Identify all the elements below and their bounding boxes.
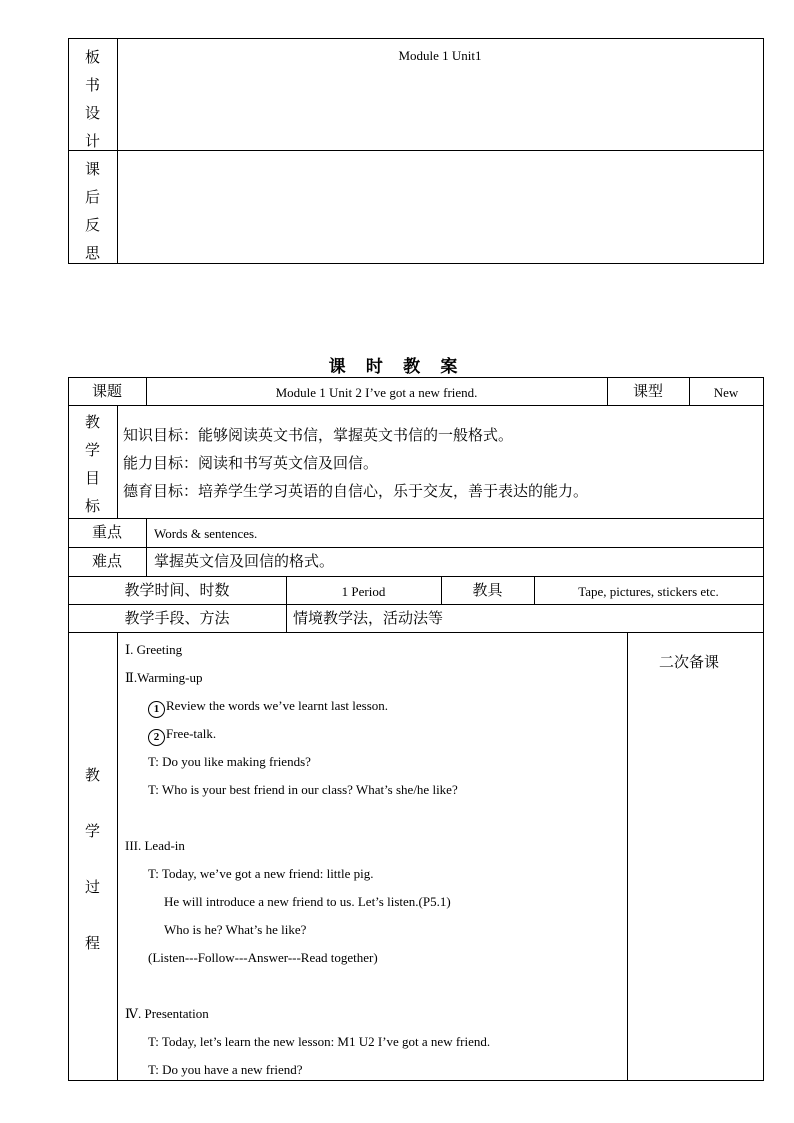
board-design-label: 板 书 设 计 [84,50,100,150]
process-line: 1 Review the words we’ve learnt last lesson. [148,698,388,718]
circled-number-2: 2 [148,729,165,746]
process-line: Who is he? What’s he like? [164,922,307,937]
lesson-plan-heading: 课 时 教 案 [328,357,466,376]
process-line: III. Lead-in [125,838,185,853]
process-line: T: Who is your best friend in our class? What’s she/he like? [148,782,458,797]
board-design-content: Module 1 Unit1 [398,48,482,63]
goal-knowledge: 知识目标：能够阅读英文书信，掌握英文书信的一般格式。 [123,428,514,444]
teaching-method-value: 情境教学法，活动法等 [293,611,444,627]
process-line: T: Do you have a new friend? [148,1062,303,1077]
second-preparation-label: 二次备课 [659,655,720,671]
difficulty-label: 难点 [91,554,122,570]
process-line: (Listen---Follow---Answer---Read together) [148,950,378,965]
process-line: Ⅰ. Greeting [125,642,183,657]
teaching-aids-value: Tape, pictures, stickers etc. [578,584,719,599]
process-line: T: Today, let’s learn the new lesson: M1 U2 I’ve got a new friend. [148,1034,491,1049]
teaching-aids-label: 教具 [472,583,503,599]
process-line: 2 Free-talk. [148,726,216,746]
teaching-process-label: 教 学 过 程 [84,768,100,952]
reflection-label: 课 后 反 思 [84,162,100,262]
teaching-time-label: 教学时间、时数 [124,583,230,599]
goal-ability: 能力目标：阅读和书写英文信及回信。 [123,456,379,472]
teaching-time-value: 1 Period [341,584,386,599]
circled-number-1: 1 [148,701,165,718]
teaching-method-label: 教学手段、方法 [124,611,230,627]
key-point-label: 重点 [91,525,122,541]
topic-label: 课题 [91,384,122,400]
topic-value: Module 1 Unit 2 I’ve got a new friend. [275,385,478,400]
process-line: T: Today, we’ve got a new friend: little pig. [148,866,374,881]
difficulty-value: 掌握英文信及回信的格式。 [154,554,335,570]
process-line: Ⅱ.Warming-up [125,670,203,685]
process-line: He will introduce a new friend to us. Let’s listen.(P5.1) [164,894,451,909]
key-point-value: Words & sentences. [154,526,258,541]
teaching-goals-label: 教 学 目 标 [84,415,100,515]
goal-moral: 德育目标：培养学生学习英语的自信心，乐于交友，善于表达的能力。 [123,484,589,500]
lesson-type-value: New [713,385,739,400]
process-line: T: Do you like making friends? [148,754,311,769]
process-line: Ⅳ. Presentation [125,1006,209,1021]
lesson-type-label: 课型 [632,384,663,400]
